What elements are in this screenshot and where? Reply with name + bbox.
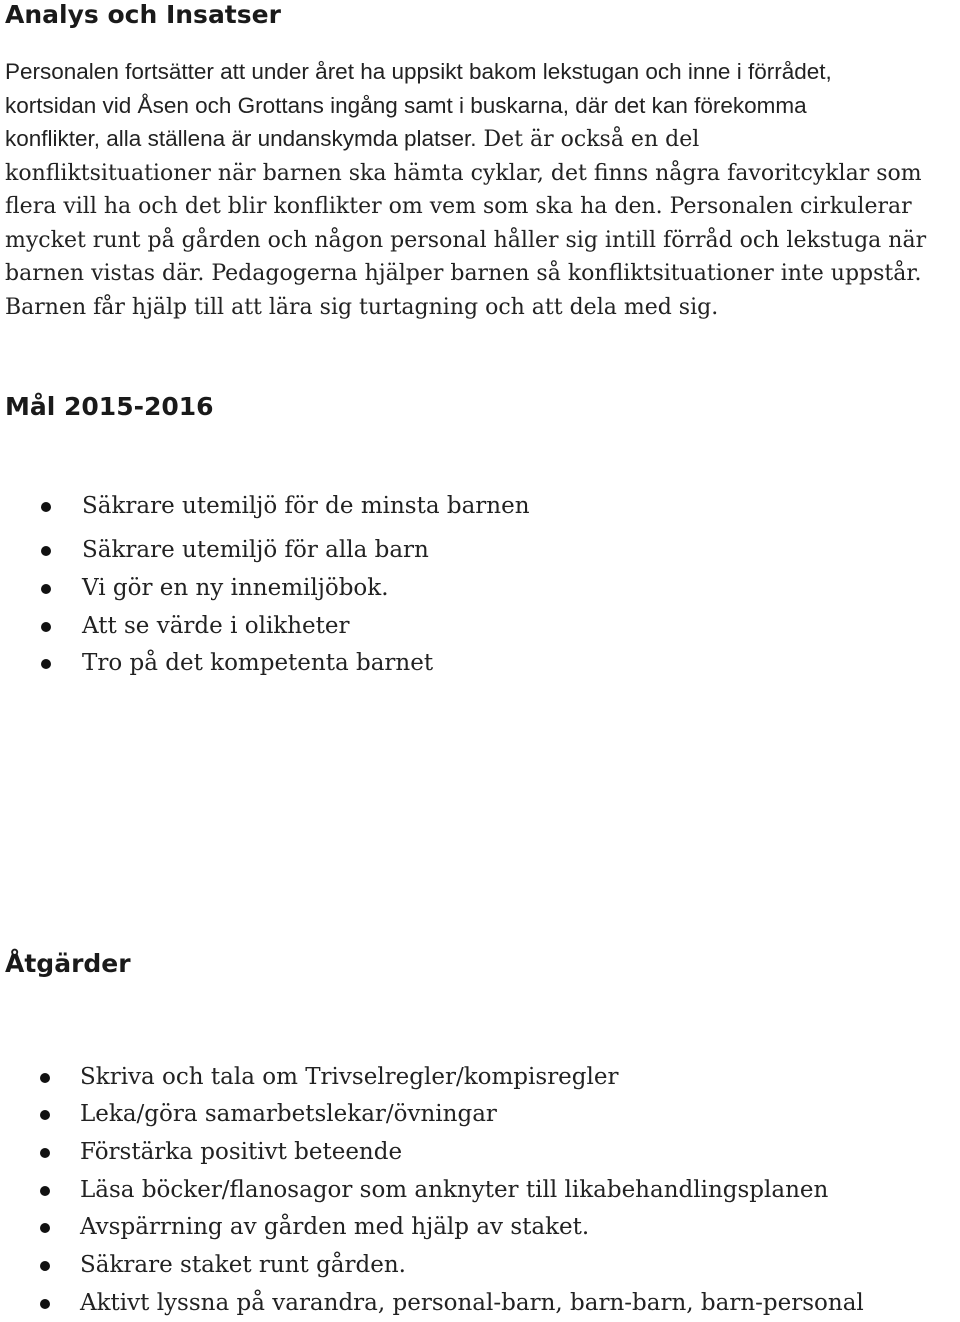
list-item-text: Leka/göra samarbetslekar/övningar — [80, 1101, 497, 1127]
list-item-text: Aktivt lyssna på varandra, personal-barn, barn-barn, barn-personal — [80, 1290, 864, 1316]
bullet-icon — [41, 584, 51, 594]
list-item-text: Förstärka positivt beteende — [80, 1139, 403, 1165]
paragraph-line — [5, 122, 950, 157]
bullet-icon — [40, 1223, 50, 1233]
paragraph-line: barnen vistas där. Pedagogerna hjälper barnen så konfliktsituationer inte uppstår. — [5, 261, 922, 286]
list-item-text: Vi gör en ny innemiljöbok. — [82, 575, 389, 601]
paragraph-line: kortsidan vid Åsen och Grottans ingång samt i buskarna, där det kan förekomma — [5, 92, 807, 118]
bullet-icon — [40, 1148, 50, 1158]
bullet-icon — [40, 1073, 50, 1083]
bullet-icon — [41, 622, 51, 632]
section-heading-atgarder: Åtgärder — [5, 949, 131, 978]
paragraph-line: flera vill ha och det blir konflikter om vem som ska ha den. Personalen cirkulerar — [5, 194, 912, 219]
list-item-text: Säkrare utemiljö för alla barn — [82, 537, 429, 563]
list-item-text: Säkrare staket runt gården. — [80, 1252, 406, 1278]
bullet-icon — [41, 502, 51, 512]
bullet-icon — [41, 546, 51, 556]
paragraph-line-part: Det är också en del — [476, 127, 700, 152]
list-item-text: Tro på det kompetenta barnet — [82, 650, 434, 676]
paragraph-line: konfliktsituationer när barnen ska hämta cyklar, det finns några favoritcyklar som — [5, 160, 922, 186]
bullet-icon — [40, 1261, 50, 1271]
list-item-text: Skriva och tala om Trivselregler/kompisregler — [80, 1064, 619, 1090]
paragraph-line: Personalen fortsätter att under året ha uppsikt bakom lekstugan och inne i förrådet, — [5, 59, 832, 84]
paragraph-line-part: konflikter, alla ställena är undanskymda platser. — [5, 126, 477, 151]
paragraph-line: Barnen får hjälp till att lära sig turtagning och att dela med sig. — [5, 294, 719, 320]
bullet-icon — [40, 1186, 50, 1196]
bullet-icon — [41, 659, 51, 669]
bullet-icon — [40, 1299, 50, 1309]
list-item-text: Avspärrning av gården med hjälp av staket. — [80, 1214, 590, 1240]
list-item-text: Att se värde i olikheter — [82, 613, 350, 639]
paragraph-line: mycket runt på gården och någon personal håller sig intill förråd och lekstuga när — [5, 227, 927, 253]
list-item-text: Säkrare utemiljö för de minsta barnen — [82, 493, 530, 519]
bullet-icon — [40, 1110, 50, 1120]
section-heading-analys: Analys och Insatser — [5, 0, 281, 29]
section-heading-mal: Mål 2015-2016 — [5, 392, 214, 421]
list-item-text: Läsa böcker/flanosagor som anknyter till likabehandlingsplanen — [80, 1177, 829, 1203]
analys-paragraph — [5, 55, 950, 324]
